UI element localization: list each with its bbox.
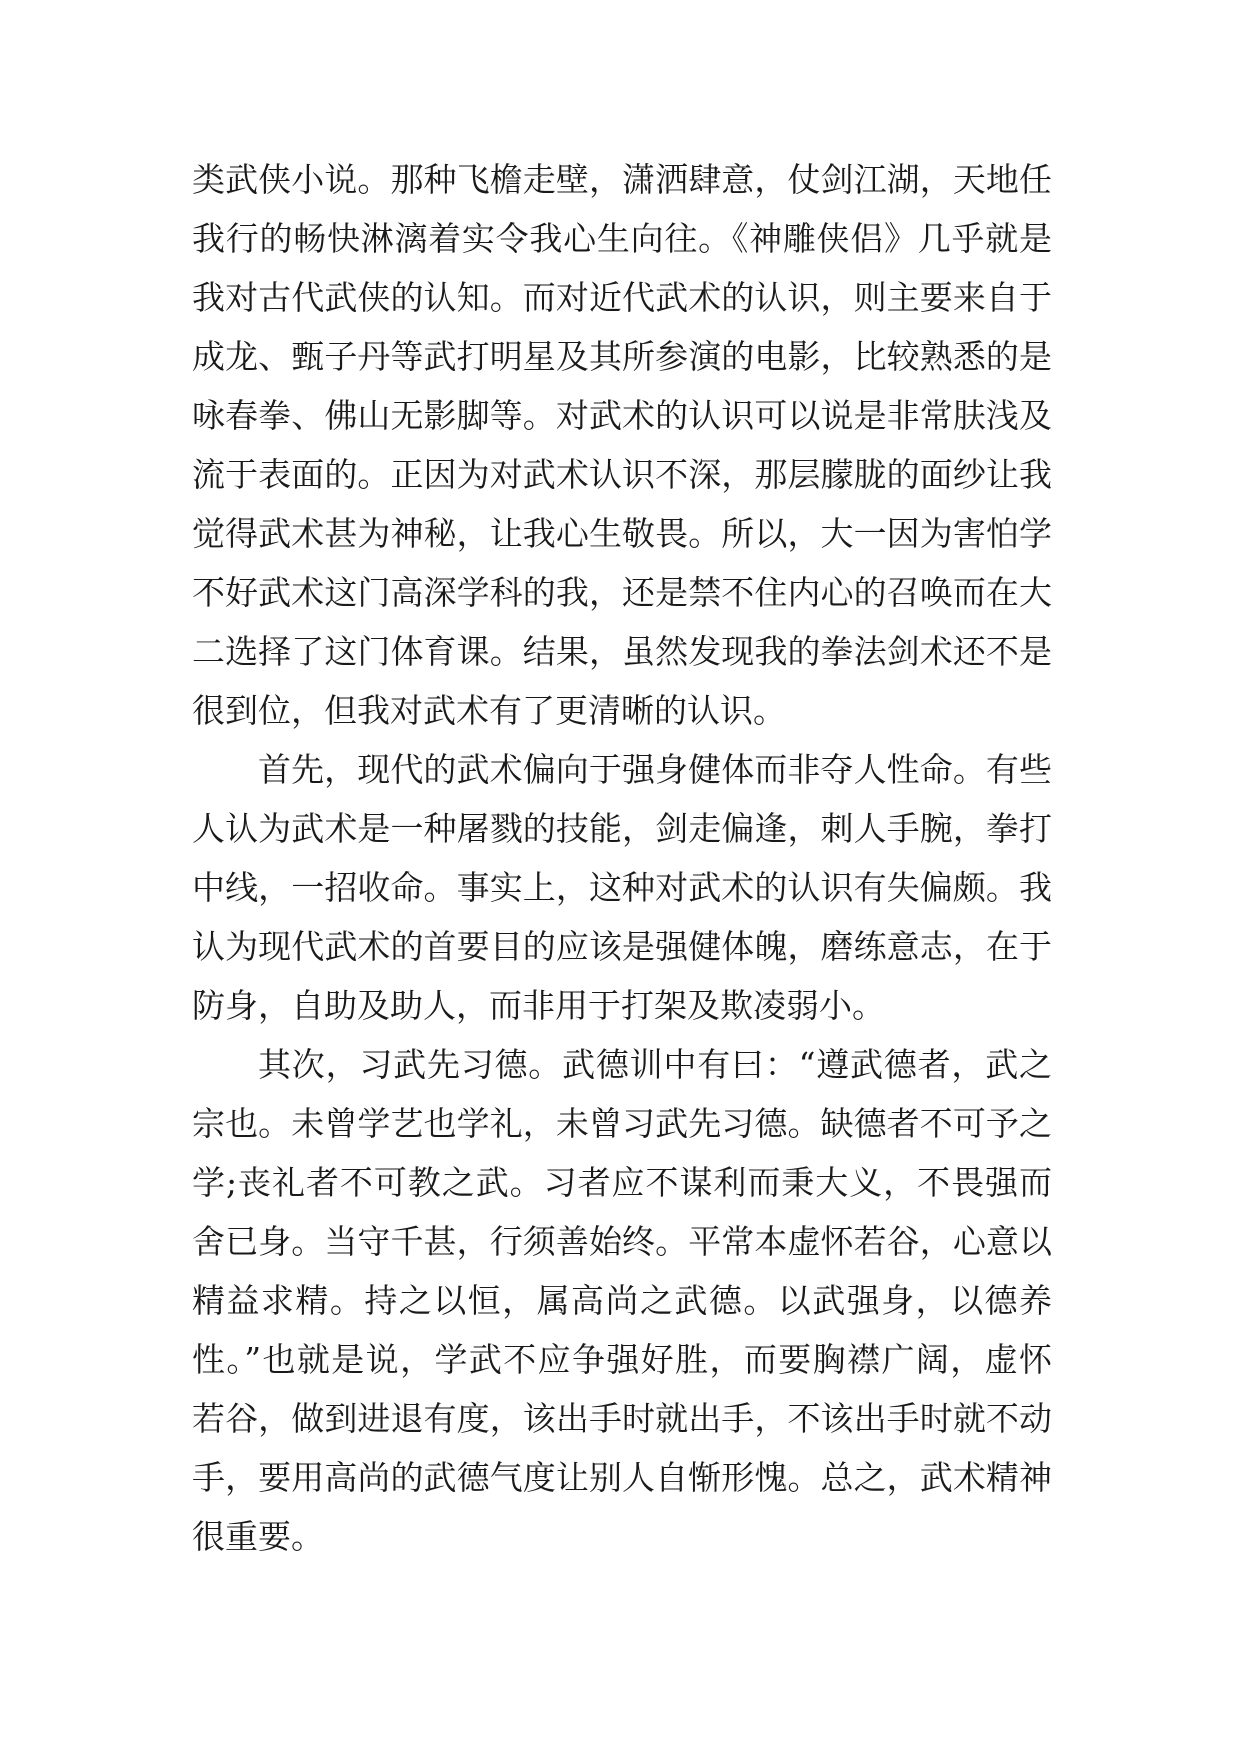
text-line: 我对古代武侠的认知。而对近代武术的认识，则主要来自于 (192, 278, 1052, 317)
text-line: 咏春拳、佛山无影脚等。对武术的认识可以说是非常肤浅及 (192, 396, 1052, 435)
text-line: 不好武术这门高深学科的我，还是禁不住内心的召唤而在大 (192, 573, 1052, 612)
text-line: 人认为武术是一种屠戮的技能，剑走偏逢，刺人手腕，拳打 (192, 809, 1052, 848)
paragraph-first-line: 首先，现代的武术偏向于强身健体而非夺人性命。有些 (258, 750, 1052, 789)
text-line: 很重要。 (192, 1517, 324, 1556)
text-line: 成龙、甄子丹等武打明星及其所参演的电影，比较熟悉的是 (192, 337, 1052, 376)
text-line: 宗也。未曾学艺也学礼，未曾习武先习德。缺德者不可予之 (192, 1104, 1052, 1143)
text-line: 舍已身。当守千甚，行须善始终。平常本虚怀若谷，心意以 (192, 1222, 1052, 1261)
text-line: 流于表面的。正因为对武术认识不深，那层朦胧的面纱让我 (192, 455, 1052, 494)
text-line: 防身，自助及助人，而非用于打架及欺凌弱小。 (192, 986, 885, 1025)
text-line: 认为现代武术的首要目的应该是强健体魄，磨练意志，在于 (192, 927, 1052, 966)
text-line: 性。”也就是说，学武不应争强好胜，而要胸襟广阔，虚怀 (192, 1340, 1052, 1379)
text-line: 我行的畅快淋漓着实令我心生向往。《神雕侠侣》几乎就是 (192, 219, 1052, 258)
text-line: 类武侠小说。那种飞檐走壁，潇洒肆意，仗剑江湖，天地任 (192, 160, 1052, 199)
text-line: 很到位，但我对武术有了更清晰的认识。 (192, 691, 786, 730)
paragraph-first-line: 其次，习武先习德。武德训中有曰：“遵武德者，武之 (258, 1045, 1052, 1084)
text-line: 觉得武术甚为神秘，让我心生敬畏。所以，大一因为害怕学 (192, 514, 1052, 553)
text-line: 若谷，做到进退有度，该出手时就出手，不该出手时就不动 (192, 1399, 1052, 1438)
text-line: 二选择了这门体育课。结果，虽然发现我的拳法剑术还不是 (192, 632, 1052, 671)
text-line: 中线，一招收命。事实上，这种对武术的认识有失偏颇。我 (192, 868, 1052, 907)
text-line: 手，要用高尚的武德气度让别人自惭形愧。总之，武术精神 (192, 1458, 1052, 1497)
text-line: 学;丧礼者不可教之武。习者应不谋利而秉大义，不畏强而 (192, 1163, 1052, 1202)
body-text (192, 150, 1052, 1566)
text-line: 精益求精。持之以恒，属高尚之武德。以武强身，以德养 (192, 1281, 1052, 1320)
